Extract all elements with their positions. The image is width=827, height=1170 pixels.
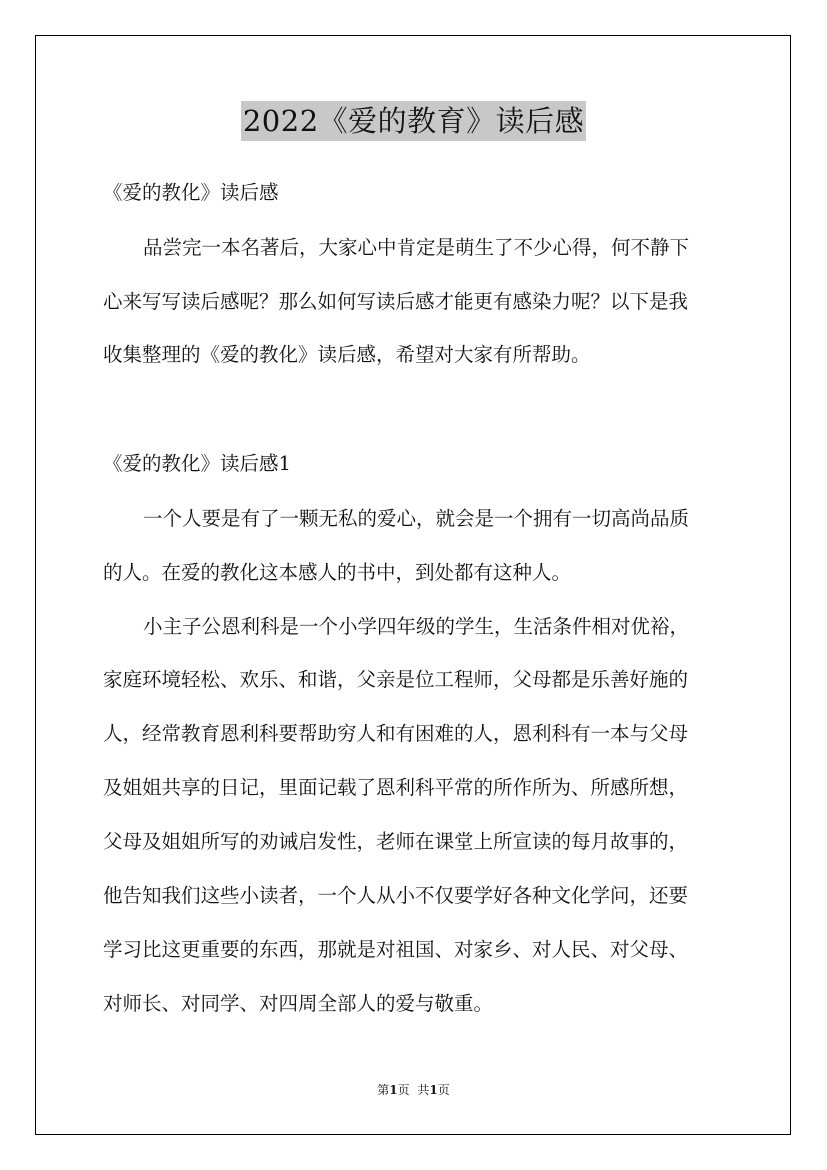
- footer-total-prefix: 共: [417, 1083, 430, 1097]
- title-container: [0, 101, 827, 141]
- footer-page-suffix: 页: [397, 1083, 410, 1097]
- para2-line-2: 家庭环境轻松、欢乐、和谐，父亲是位工程师，父母都是乐善好施的: [103, 668, 689, 691]
- subtitle: 《爱的教化》读后感: [103, 181, 279, 204]
- para1-line-1: 一个人要是有了一颗无私的爱心，就会是一个拥有一切高尚品质: [143, 507, 690, 530]
- footer-total-pages: 1: [429, 1083, 438, 1097]
- intro-line-2: 心来写写读后感呢？那么如何写读后感才能更有感染力呢？以下是我: [103, 290, 689, 313]
- footer-prefix: 第: [377, 1083, 390, 1097]
- para2-line-8: 对师长、对同学、对四周全部人的爱与敬重。: [103, 992, 494, 1015]
- page-footer: [0, 1082, 827, 1098]
- intro-line-1: 品尝完一本名著后，大家心中肯定是萌生了不少心得，何不静下: [143, 236, 690, 259]
- section-heading: 《爱的教化》读后感1: [103, 452, 291, 475]
- footer-page-number: 1: [389, 1083, 398, 1097]
- para2-line-5: 父母及姐姐所写的劝诫启发性，老师在课堂上所宣读的每月故事的，: [103, 830, 689, 853]
- para2-line-7: 学习比这更重要的东西，那就是对祖国、对家乡、对人民、对父母、: [103, 938, 689, 961]
- para2-line-6: 他告知我们这些小读者，一个人从小不仅要学好各种文化学问，还要: [103, 884, 689, 907]
- footer-total-suffix: 页: [437, 1083, 450, 1097]
- para1-line-2: 的人。在爱的教化这本感人的书中，到处都有这种人。: [103, 561, 572, 584]
- para2-line-4: 及姐姐共享的日记，里面记载了恩利科平常的所作所为、所感所想，: [103, 776, 689, 799]
- para2-line-3: 人，经常教育恩利科要帮助穷人和有困难的人，恩利科有一本与父母: [103, 722, 689, 745]
- intro-line-3: 收集整理的《爱的教化》读后感，希望对大家有所帮助。: [103, 343, 591, 366]
- para2-line-1: 小主子公恩利科是一个小学四年级的学生，生活条件相对优裕，: [143, 615, 690, 638]
- document-title: 2022《爱的教育》读后感: [241, 101, 586, 141]
